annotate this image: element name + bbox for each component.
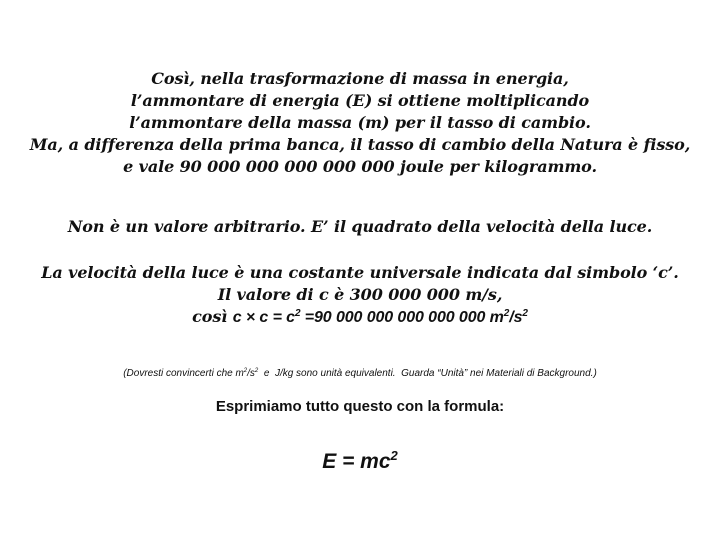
paragraph-speed-of-light-square [0,216,720,238]
paragraph-mass-energy [0,68,720,178]
formula-part-b: =90 000 000 000 000 000 m [300,309,504,326]
exponent-2: 2 [503,308,510,319]
text-line-7: La velocità della luce è una costante universale indicata dal simbolo ‘c’. [41,263,679,282]
text-line-3: l’ammontare della massa (m) per il tasso di cambio. [129,113,591,132]
text-line-2: l’ammontare di energia (E) si ottiene moltiplicando [130,91,590,110]
note-exponent-2: 2 [254,368,259,374]
exponent-3: 2 [522,308,528,319]
text-line-9 [0,306,720,328]
final-formula [0,450,720,474]
formula-base: E = mc [322,450,391,473]
formula-part-a: c × c = c [232,309,295,326]
text-prefix: così [192,307,233,326]
text-line-5: e vale 90 000 000 000 000 000 joule per kilogrammo. [123,157,597,176]
inline-formula [233,309,528,326]
text-line-4: Ma, a differenza della prima banca, il tasso di cambio della Natura è fisso, [29,135,691,154]
footnote [0,368,720,379]
note-part-c: e J/kg sono unità equivalenti. Guarda “Unità” nei Materiali di Background.) [258,368,597,379]
text-line-1: Così, nella trasformazione di massa in energia, [151,69,569,88]
formula-intro: Esprimiamo tutto questo con la formula: [215,398,505,415]
note-part-b: /s [247,368,255,379]
text-line-6: Non è un valore arbitrario. E’ il quadrato della velocità della luce. [67,217,653,236]
formula-part-c: /s [509,309,523,326]
note-exponent-1: 2 [243,368,248,374]
text-line-8: Il valore di c è 300 000 000 m/s, [217,285,503,304]
formula-exponent: 2 [390,448,398,463]
paragraph-constant-c [0,262,720,328]
exponent-1: 2 [294,308,301,319]
note-part-a: (Dovresti convincerti che m [123,368,244,379]
